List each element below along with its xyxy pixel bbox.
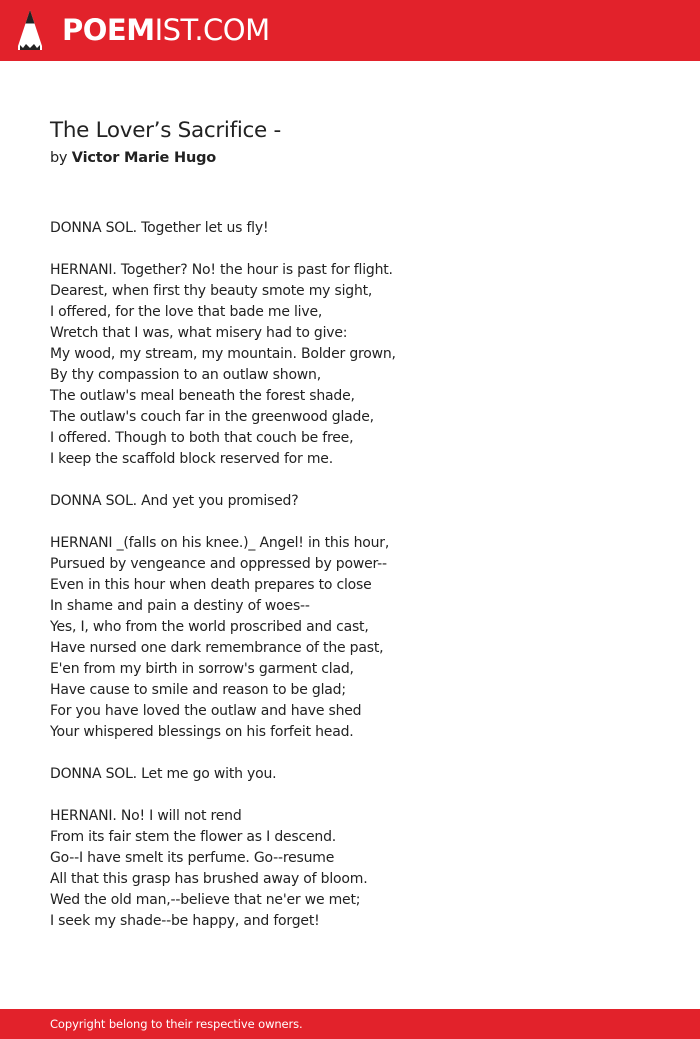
brand-name-light: IST.COM xyxy=(154,13,270,47)
poem-line: From its fair stem the flower as I descend. xyxy=(50,829,337,845)
poem-line: Yes, I, who from the world proscribed and cast, xyxy=(50,619,369,635)
poem-line: In shame and pain a destiny of woes-- xyxy=(50,598,310,614)
poem-line: Dearest, when first thy beauty smote my sight, xyxy=(50,283,373,299)
poem-line: Your whispered blessings on his forfeit head. xyxy=(50,724,354,740)
poem-line: I seek my shade--be happy, and forget! xyxy=(50,913,320,929)
poem-line: All that this grasp has brushed away of bloom. xyxy=(50,871,368,887)
copyright-text: Copyright belong to their respective owners. xyxy=(50,1017,303,1031)
poem-line: HERNANI. Together? No! the hour is past for flight. xyxy=(50,262,393,278)
stanza xyxy=(50,764,650,785)
pencil-tip-icon[interactable] xyxy=(17,9,43,51)
poem-line: I offered. Though to both that couch be free, xyxy=(50,430,354,446)
poem-line: By thy compassion to an outlaw shown, xyxy=(50,367,321,383)
poem-header xyxy=(50,116,281,169)
poem-line: Go--I have smelt its perfume. Go--resume xyxy=(50,850,335,866)
stanza xyxy=(50,260,650,470)
by-label: by xyxy=(50,150,68,166)
brand-name-bold: POEM xyxy=(62,13,155,47)
poem-line: Wretch that I was, what misery had to give: xyxy=(50,325,348,341)
poem-line: E'en from my birth in sorrow's garment clad, xyxy=(50,661,354,677)
poem-line: DONNA SOL. Let me go with you. xyxy=(50,766,277,782)
poem-line: I offered, for the love that bade me live, xyxy=(50,304,323,320)
stanza xyxy=(50,806,650,932)
poem-line: Even in this hour when death prepares to close xyxy=(50,577,372,593)
stanza xyxy=(50,218,650,239)
stanza xyxy=(50,533,650,743)
poem-line: Pursued by vengeance and oppressed by power-- xyxy=(50,556,387,572)
stanza xyxy=(50,491,650,512)
poem-line: My wood, my stream, my mountain. Bolder grown, xyxy=(50,346,396,362)
poem-line: DONNA SOL. Together let us fly! xyxy=(50,220,269,236)
byline xyxy=(50,147,281,169)
site-logo-text[interactable] xyxy=(62,12,270,48)
author-name: Victor Marie Hugo xyxy=(71,150,217,166)
poem-line: For you have loved the outlaw and have shed xyxy=(50,703,362,719)
site-header xyxy=(0,0,700,61)
poem-title: The Lover’s Sacrifice - xyxy=(50,118,281,143)
poem-line: I keep the scaffold block reserved for me. xyxy=(50,451,333,467)
poem-line: The outlaw's couch far in the greenwood glade, xyxy=(50,409,374,425)
poem-line: Have nursed one dark remembrance of the past, xyxy=(50,640,384,656)
poem-line: Wed the old man,--believe that ne'er we met; xyxy=(50,892,361,908)
poem-line: The outlaw's meal beneath the forest shade, xyxy=(50,388,355,404)
site-footer xyxy=(0,1009,700,1039)
poem-line: Have cause to smile and reason to be glad; xyxy=(50,682,346,698)
poem-line: DONNA SOL. And yet you promised? xyxy=(50,493,299,509)
poem-body xyxy=(50,218,650,953)
poem-line: HERNANI _(falls on his knee.)_ Angel! in this hour, xyxy=(50,535,390,551)
poem-line: HERNANI. No! I will not rend xyxy=(50,808,242,824)
